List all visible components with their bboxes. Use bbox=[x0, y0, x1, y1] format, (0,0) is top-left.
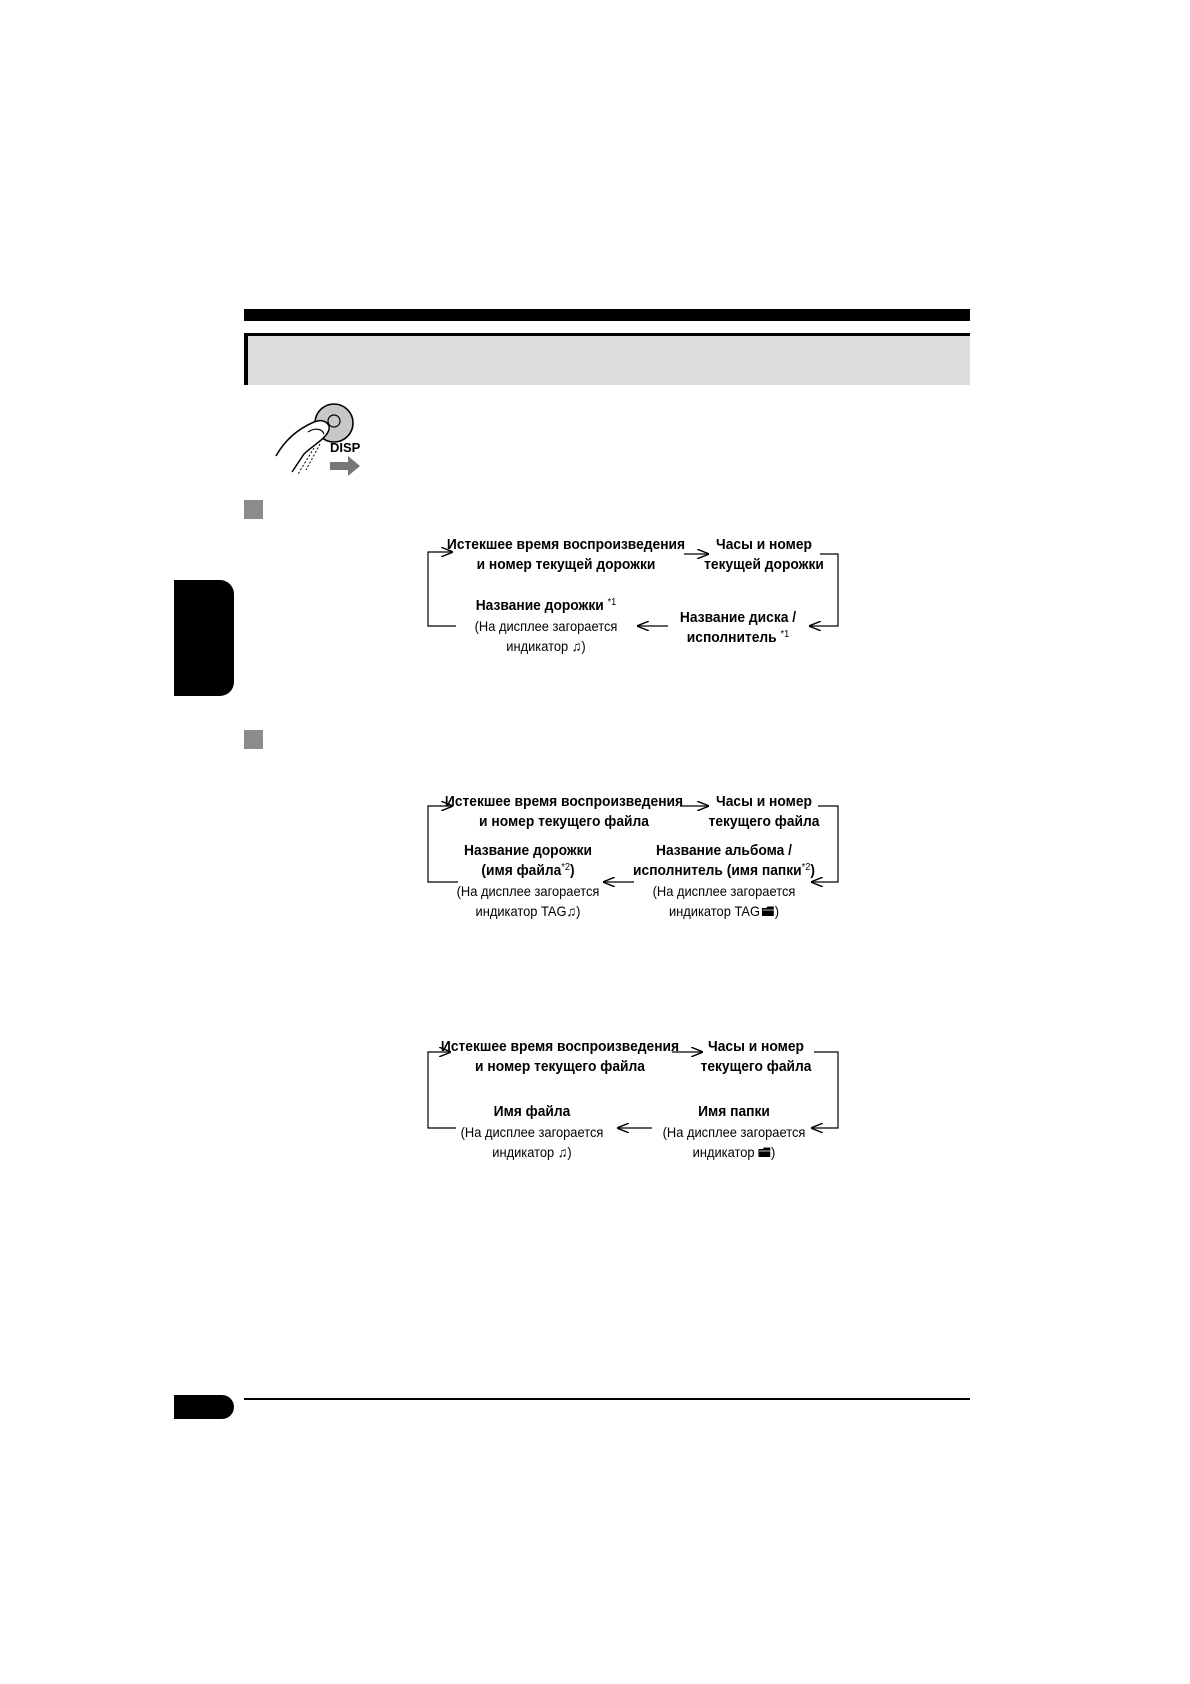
flow-cd-node-clock: Часы и номер текущей дорожки bbox=[704, 536, 824, 573]
flow-notag-node-folder: Имя папки (На дисплее загорается индикатор ) bbox=[662, 1103, 806, 1160]
page-number-tab bbox=[174, 1395, 234, 1419]
flow-tag-node-track: Название дорожки (имя файла$^{*2}$) (На дисплее загорается индикатор TAG♫) bbox=[456, 842, 600, 919]
flow-tag-node-album: Название альбома / исполнитель (имя папки$^{*2}$) (На дисплее загорается индикатор TAG ) bbox=[633, 842, 815, 919]
flow-cd-node-disc-title: Название диска / исполнитель $^{*1}$ bbox=[679, 609, 797, 646]
flow-cd-node-track-title: Название дорожки $^{*1}$ (На дисплее загорается индикатор ♫) bbox=[474, 597, 618, 654]
disp-label: DISP bbox=[330, 440, 361, 455]
music-note-icon: ♫ bbox=[557, 1144, 568, 1160]
flow-notag-node-clock: Часы и номер текущего файла bbox=[700, 1038, 812, 1075]
flow-notag-node-elapsed: Истекшее время воспроизведения и номер текущего файла bbox=[440, 1038, 680, 1075]
flow-tag-node-elapsed: Истекшее время воспроизведения и номер текущего файла bbox=[444, 793, 684, 830]
footer-rule bbox=[244, 1398, 970, 1400]
folder-icon bbox=[762, 906, 775, 917]
flow-cd-node-elapsed: Истекшее время воспроизведения и номер текущей дорожки bbox=[446, 536, 686, 573]
music-note-icon: ♫ bbox=[566, 903, 577, 919]
folder-icon bbox=[758, 1147, 771, 1158]
flow-tag-node-clock: Часы и номер текущего файла bbox=[708, 793, 820, 830]
music-note-icon: ♫ bbox=[571, 638, 582, 654]
flow-notag-node-file: Имя файла (На дисплее загорается индикатор ♫) bbox=[460, 1103, 604, 1160]
